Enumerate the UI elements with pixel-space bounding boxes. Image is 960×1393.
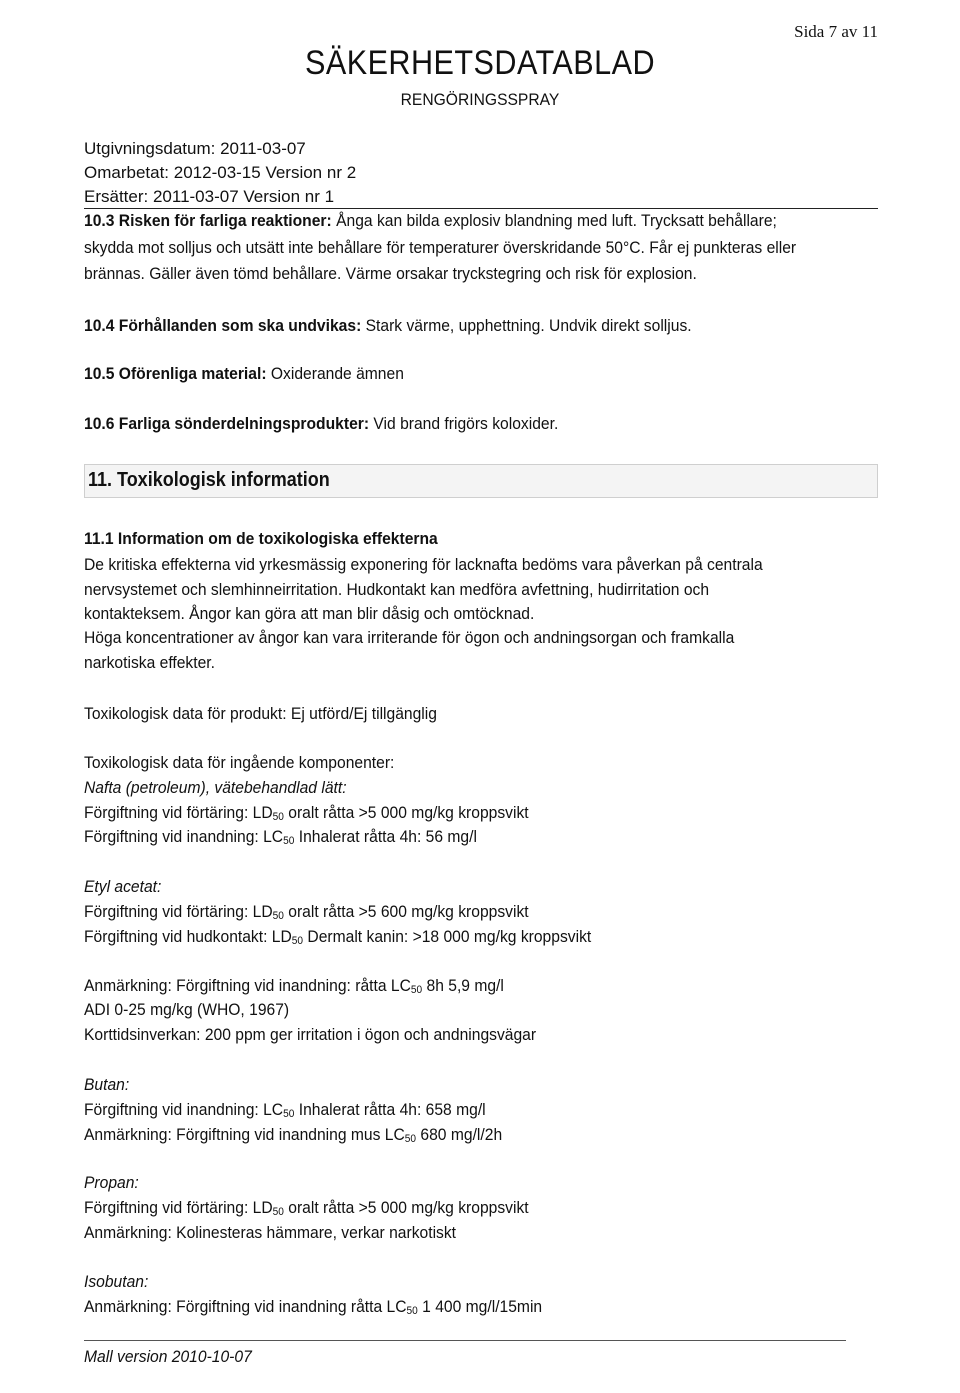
component-propan-name: Propan: xyxy=(84,1173,139,1192)
component-nafta-name: Nafta (petroleum), vätebehandlad lätt: xyxy=(84,778,347,797)
effects-paragraph-line-2: nervsystemet och slemhinneirritation. Hudkontakt kan medföra avfettning, hudirritation och xyxy=(84,580,710,599)
component-etyl-acetat-name: Etyl acetat: xyxy=(84,877,162,896)
section-10-5-text: Oxiderande ämnen xyxy=(266,364,404,383)
section-10-6 xyxy=(84,414,558,434)
component-butan-name: Butan: xyxy=(84,1075,130,1094)
section-10-4-text: Stark värme, upphettning. Undvik direkt solljus. xyxy=(361,316,692,335)
etyl-adi: ADI 0-25 mg/kg (WHO, 1967) xyxy=(84,1000,290,1019)
replaces-version: Ersätter: 2011-03-07 Version nr 1 xyxy=(84,187,335,206)
etyl-dermal-ld50: Förgiftning vid hudkontakt: $LD_{50}$ Dermalt kanin: >18 000 mg/kg kroppsvikt xyxy=(84,927,592,947)
butan-mouse-note: Anmärkning: Förgiftning vid inandning mus $LC_{50}$ 680 mg/l/2h xyxy=(84,1125,503,1145)
component-isobutan-name: Isobutan: xyxy=(84,1272,149,1291)
section-11-title: 11. Toxikologisk information xyxy=(88,469,330,491)
section-10-3-text: Ånga kan bilda explosiv blandning med luft. Trycksatt behållare; xyxy=(331,211,777,230)
effects-paragraph-line-1: De kritiska effekterna vid yrkesmässig exponering för lacknafta bedöms vara påverkan på centrala xyxy=(84,555,763,574)
propan-note: Anmärkning: Kolinesteras hämmare, verkar narkotiskt xyxy=(84,1223,457,1242)
components-heading: Toxikologisk data för ingående komponenter: xyxy=(84,753,395,772)
etyl-inhalation-note: Anmärkning: Förgiftning vid inandning: råtta $LC_{50}$ 8h 5,9 mg/l xyxy=(84,976,504,996)
section-10-4 xyxy=(84,316,692,336)
section-10-3-line-1 xyxy=(84,211,777,231)
section-10-6-heading: 10.6 Farliga sönderdelningsprodukter: xyxy=(84,414,370,433)
page-number: Sida 7 av 11 xyxy=(794,22,878,41)
document-title: SÄKERHETSDATABLAD xyxy=(304,44,656,82)
section-10-3-line-3: brännas. Gäller även tömd behållare. Värme orsakar tryckstegring och risk för explosion. xyxy=(84,264,697,283)
butan-inhalation-lc50: Förgiftning vid inandning: $LC_{50}$ Inhalerat råtta 4h: 658 mg/l xyxy=(84,1100,486,1120)
section-10-6-text: Vid brand frigörs koloxider. xyxy=(369,414,559,433)
issue-date: Utgivningsdatum: 2011-03-07 xyxy=(84,139,306,158)
section-10-5-heading: 10.5 Oförenliga material: xyxy=(84,364,267,383)
revision-date: Omarbetat: 2012-03-15 Version nr 2 xyxy=(84,163,357,182)
effects-paragraph-line-3: kontakteksem. Ångor kan göra att man blir dåsig och omtöcknad. xyxy=(84,604,535,623)
etyl-oral-ld50: Förgiftning vid förtäring: $LD_{50}$ oralt råtta >5 600 mg/kg kroppsvikt xyxy=(84,902,529,922)
section-10-4-heading: 10.4 Förhållanden som ska undvikas: xyxy=(84,316,362,335)
header-divider xyxy=(84,208,878,209)
section-10-3-heading: 10.3 Risken för farliga reaktioner: xyxy=(84,211,332,230)
effects-paragraph-line-4: Höga koncentrationer av ångor kan vara irriterande för ögon och andningsorgan och framkalla xyxy=(84,628,735,647)
propan-oral-ld50: Förgiftning vid förtäring: $LD_{50}$ oralt råtta >5 000 mg/kg kroppsvikt xyxy=(84,1198,529,1218)
effects-paragraph-line-5: narkotiska effekter. xyxy=(84,653,215,672)
section-11-1-heading: 11.1 Information om de toxikologiska effekterna xyxy=(84,529,438,548)
footer-divider xyxy=(84,1340,846,1341)
template-version: Mall version 2010-10-07 xyxy=(84,1347,252,1366)
nafta-inhalation-lc50: Förgiftning vid inandning: $LC_{50}$ Inhalerat råtta 4h: 56 mg/l xyxy=(84,827,477,847)
section-10-5 xyxy=(84,364,404,384)
isobutan-inhalation-note: Anmärkning: Förgiftning vid inandning råtta $LC_{50}$ 1 400 mg/l/15min xyxy=(84,1297,543,1317)
product-name: RENGÖRINGSSPRAY xyxy=(400,90,560,109)
nafta-oral-ld50: Förgiftning vid förtäring: $LD_{50}$ oralt råtta >5 000 mg/kg kroppsvikt xyxy=(84,803,529,823)
section-10-3-line-2: skydda mot solljus och utsätt inte behållare för temperaturer överskridande 50°C. Får ej punkteras eller xyxy=(84,238,797,257)
etyl-short-term-effect: Korttidsinverkan: 200 ppm ger irritation i ögon och andningsvägar xyxy=(84,1025,537,1044)
product-tox-data: Toxikologisk data för produkt: Ej utförd/Ej tillgänglig xyxy=(84,704,437,723)
